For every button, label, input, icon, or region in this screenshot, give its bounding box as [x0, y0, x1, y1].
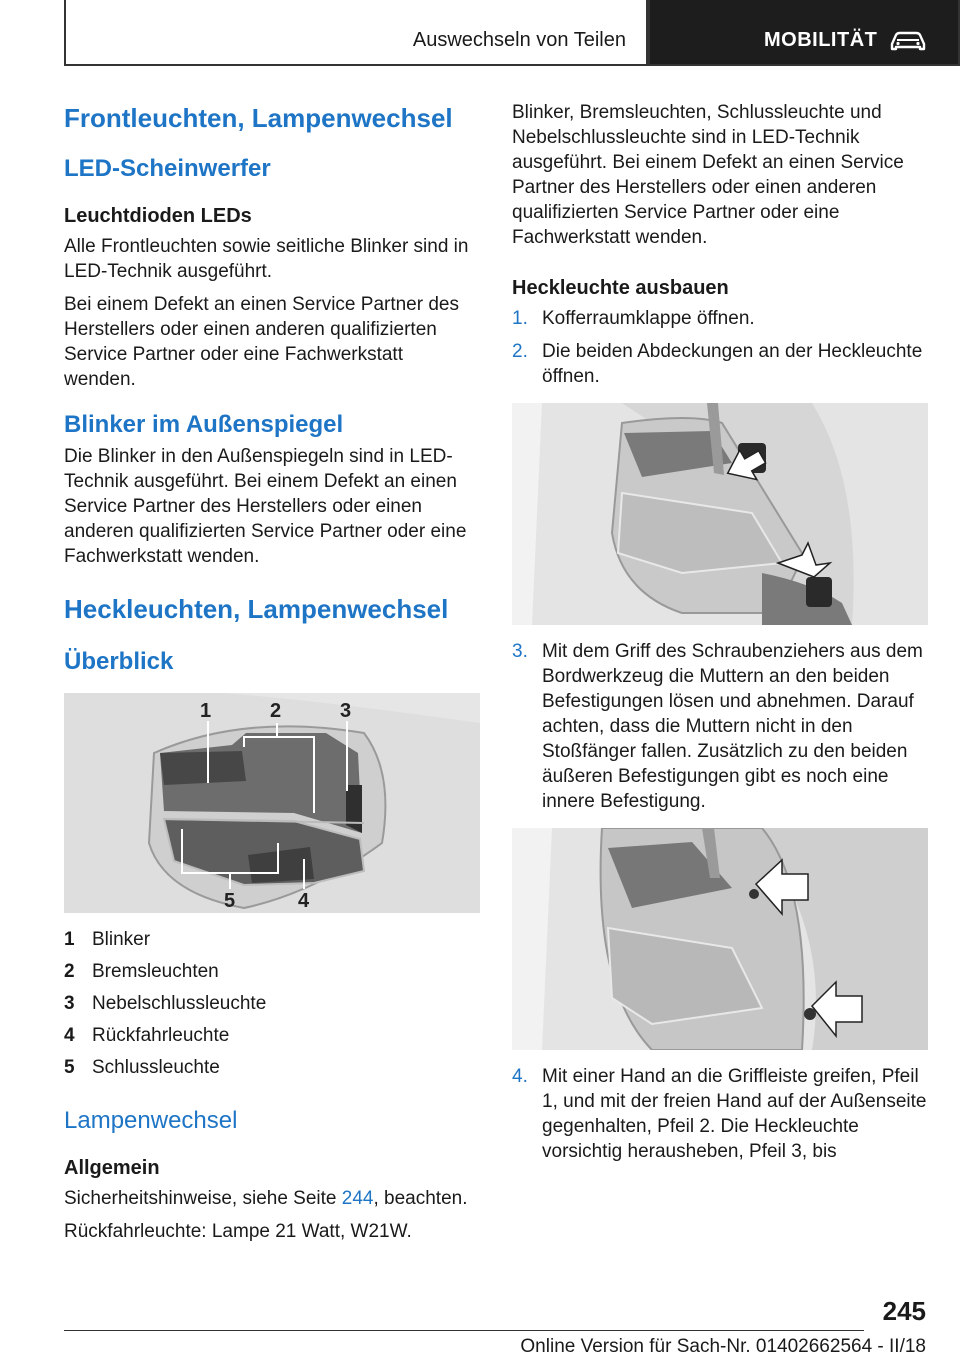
page-ref-link[interactable]: 244	[341, 1188, 374, 1209]
taillight-overview-figure	[64, 693, 480, 913]
section-label: MOBILITÄT	[764, 29, 878, 51]
online-version-note: Online Version für Sach-Nr. 01402662564 - II/18	[520, 1336, 926, 1357]
legend-item: 4 Rückfahrleuchte	[64, 1025, 230, 1046]
fastener-illustration	[512, 828, 928, 1050]
callout-3: 3	[340, 700, 352, 722]
removal-steps	[512, 306, 928, 389]
paragraph-led-1: Alle Frontleuchten sowie seitliche Blinker sind in LED-Technik ausgeführt.	[64, 236, 469, 282]
step-item: 1. Kofferraumklappe öffnen.	[512, 308, 755, 329]
heading-heckleuchten: Heckleuchten, Lampenwechsel	[64, 594, 449, 624]
footer-divider	[64, 1330, 864, 1331]
paragraph-mirror: Die Blinker in den Außenspiegeln sind in LED-Technik ausgeführt. Bei einem Defekt an einen Service Partner des Herstellers oder einen anderen qualifizierten Service Partner oder eine Fachwerkstatt wenden.	[64, 446, 467, 567]
taillight-overview-illustration	[64, 693, 480, 913]
legend-item: 5 Schlussleuchte	[64, 1057, 220, 1078]
cover-open-illustration	[512, 403, 928, 625]
heading-heckleuchte-ausbauen: Heckleuchte ausbauen	[512, 277, 729, 299]
removal-steps-final	[512, 1064, 928, 1164]
legend-list	[64, 927, 478, 1080]
car-icon	[888, 30, 928, 52]
removal-steps-continued	[512, 639, 928, 814]
chapter-title: Auswechseln von Teilen	[412, 29, 626, 51]
fastener-figure	[512, 828, 928, 1050]
paragraph-led-2: Bei einem Defekt an einen Service Partner des Herstellers oder einen anderen qualifizierten Service Partner oder eine Fachwerkstatt wenden.	[64, 294, 459, 390]
heading-lampenwechsel: Lampenwechsel	[64, 1107, 238, 1134]
callout-1: 1	[200, 700, 212, 722]
heading-frontleuchten: Frontleuchten, Lampenwechsel	[64, 103, 453, 133]
heading-blinker-aussenspiegel: Blinker im Außenspiegel	[64, 411, 344, 438]
cover-open-figure	[512, 403, 928, 625]
paragraph-led-rear: Blinker, Bremsleuchten, Schlussleuchte und Nebelschlussleuchte sind in LED-Technik ausgeführt. Bei einem Defekt an einen Service Partner des Herstellers oder einen anderen qualifizierten Service Partner oder eine Fachwerkstatt wenden.	[512, 102, 904, 248]
header-chapter-box	[64, 0, 648, 66]
step-item: 3. Mit dem Griff des Schraubenziehers aus dem Bordwerkzeug die Muttern an den beiden Befestigungen lösen und abnehmen. Darauf achten, dass die Muttern nicht in den Stoßfänger fallen. Zusätzlich zu den beiden äußeren Befestigungen gibt es noch eine innere Befestigung.	[512, 641, 923, 812]
left-column	[64, 100, 478, 1244]
step-item: 2. Die beiden Abdeckungen an der Heckleuchte öffnen.	[512, 341, 923, 387]
heading-leuchtdioden: Leuchtdioden LEDs	[64, 205, 252, 227]
paragraph-lamp-spec: Rückfahrleuchte: Lampe 21 Watt, W21W.	[64, 1221, 412, 1242]
legend-item: 1 Blinker	[64, 929, 151, 950]
header-section-tab[interactable]	[648, 0, 960, 66]
heading-ueberblick: Überblick	[64, 648, 174, 675]
legend-item: 2 Bremsleuchten	[64, 961, 219, 982]
legend-item: 3 Nebelschlussleuchte	[64, 993, 267, 1014]
heading-allgemein: Allgemein	[64, 1157, 160, 1179]
step-item: 4. Mit einer Hand an die Griffleiste greifen, Pfeil 1, und mit der freien Hand auf der Außenseite gegenhalten, Pfeil 2. Die Heckleuchte vorsichtig herausheben, Pfeil 3, bis	[512, 1066, 927, 1162]
right-column	[512, 100, 928, 1172]
callout-5: 5	[224, 890, 236, 912]
callout-4: 4	[298, 890, 310, 912]
callout-2: 2	[270, 700, 282, 722]
paragraph-safety: Sicherheitshinweise, siehe Seite 244, beachten.	[64, 1188, 468, 1209]
heading-led-scheinwerfer: LED-Scheinwerfer	[64, 155, 271, 182]
page-number: 245	[882, 1296, 926, 1326]
